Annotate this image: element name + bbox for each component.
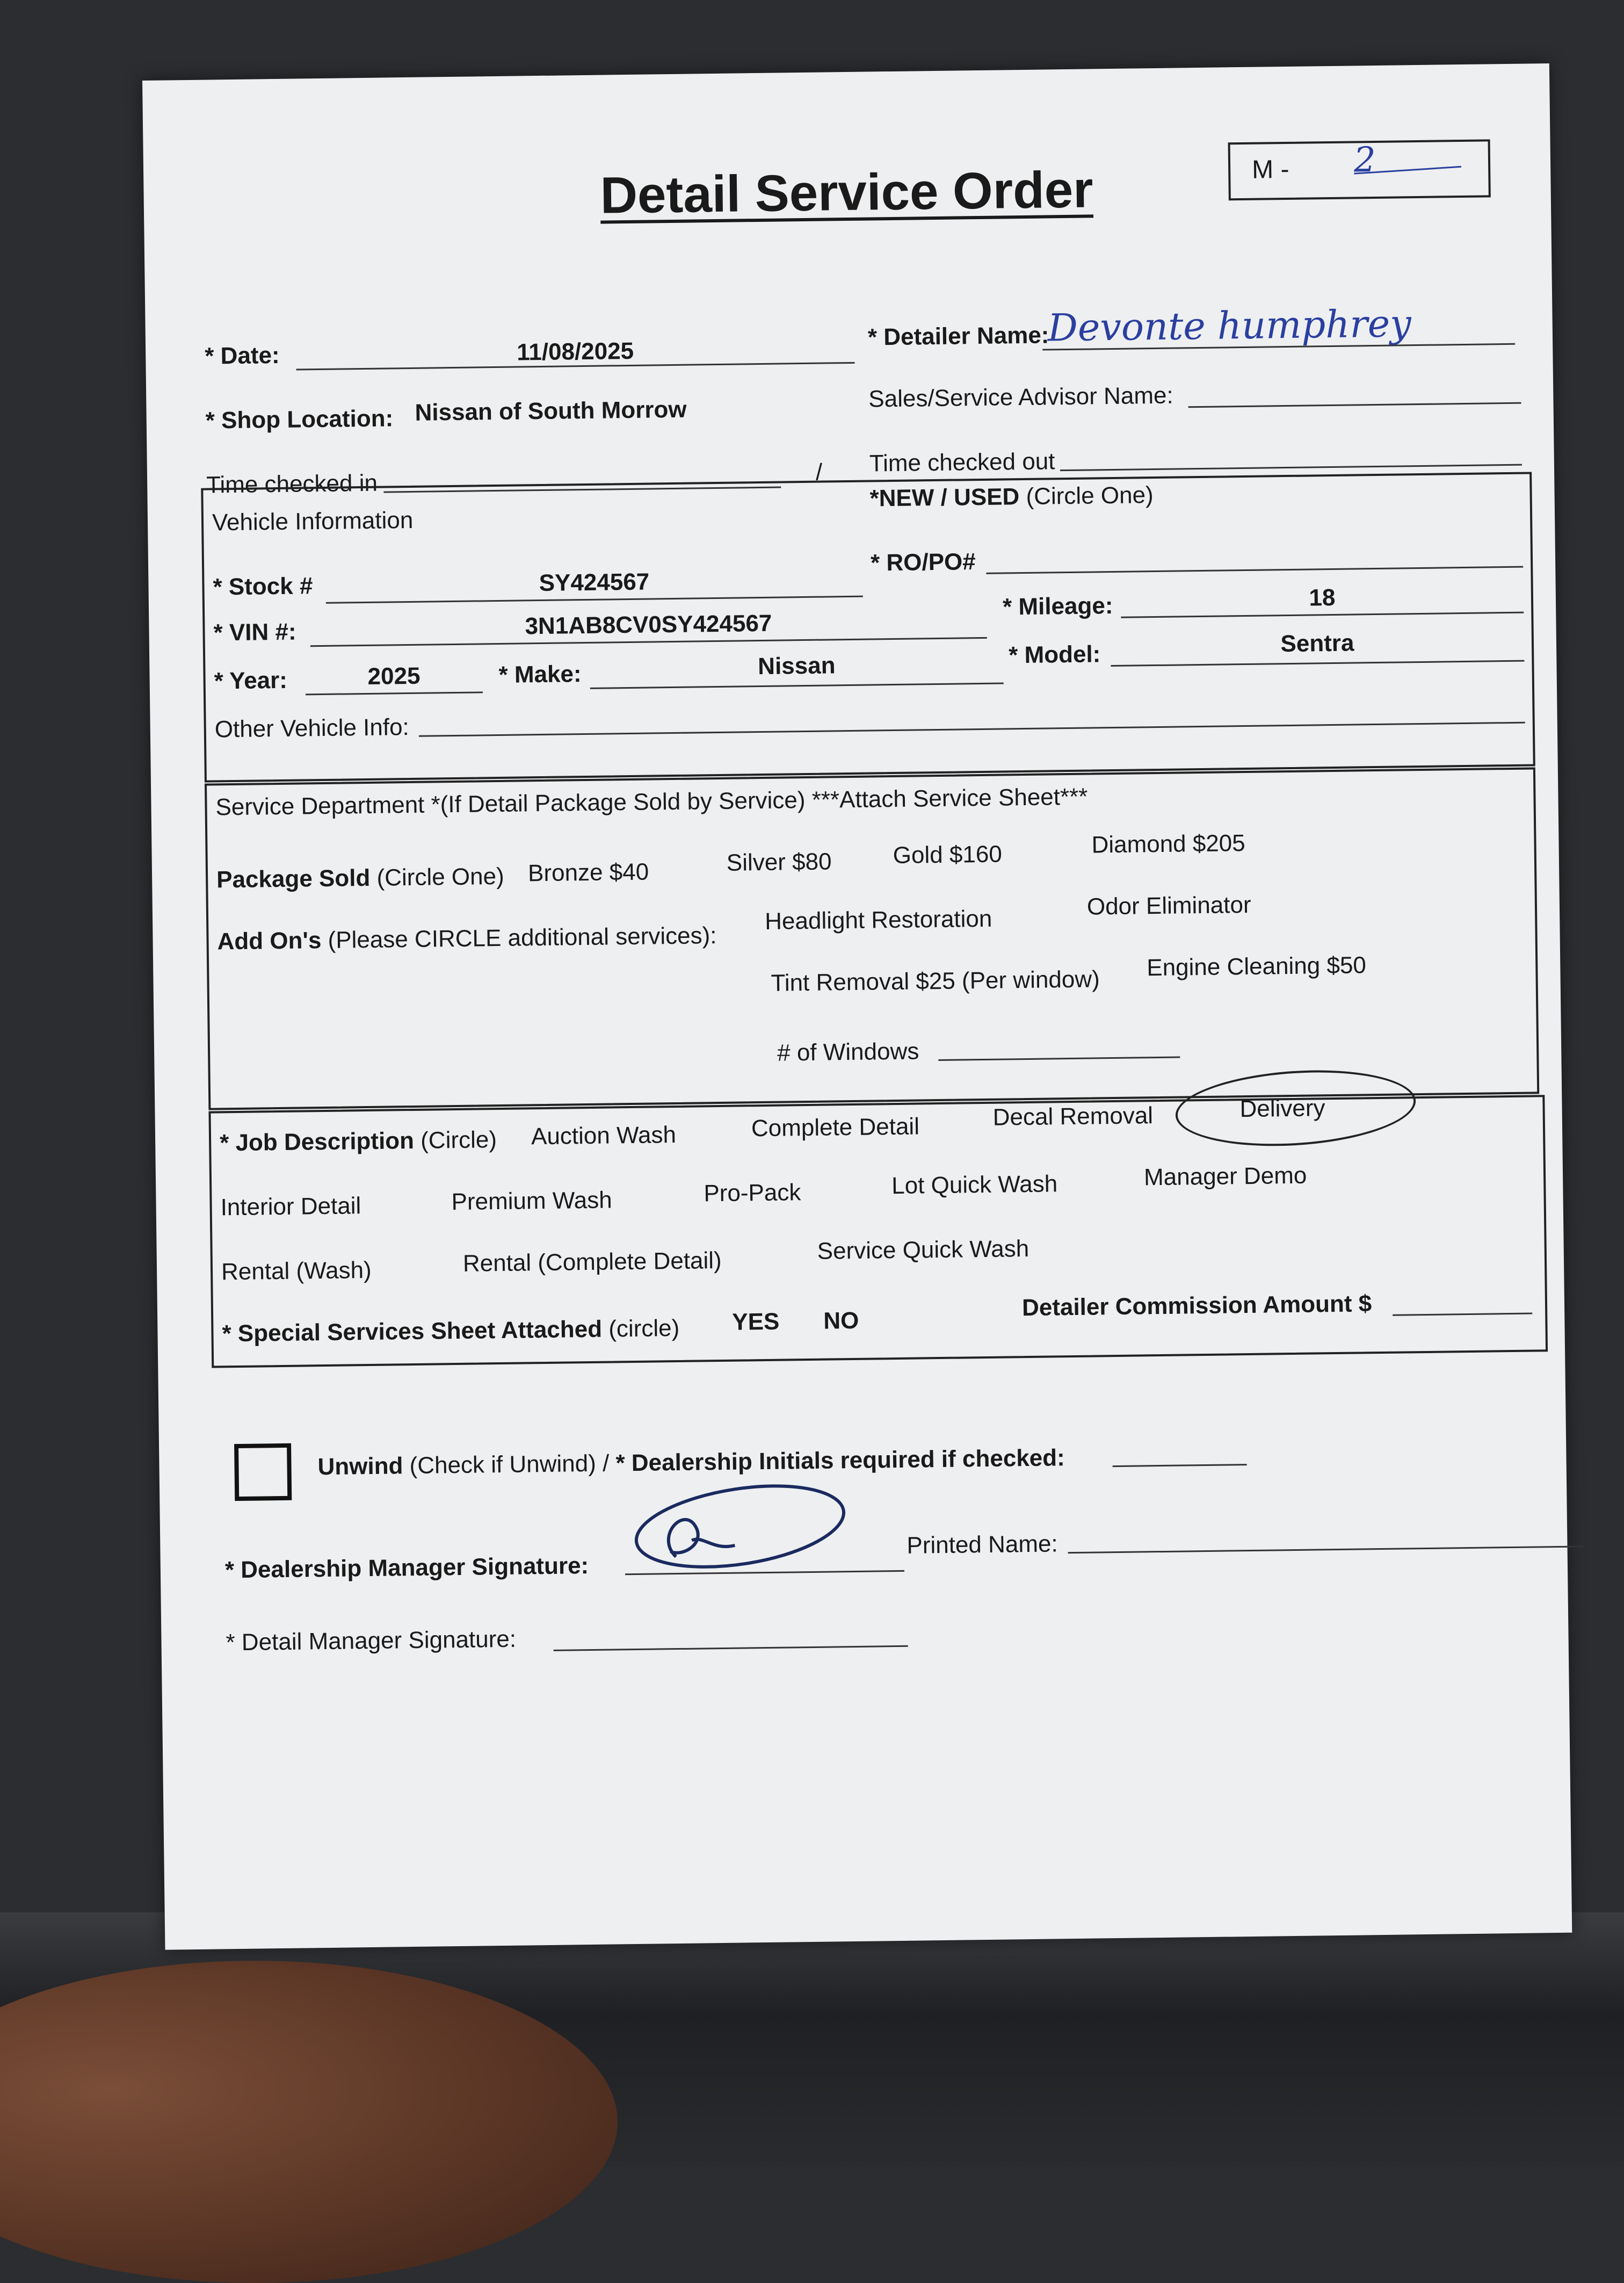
mileage-label: * Mileage: <box>1002 592 1113 620</box>
job-label-group <box>220 1126 497 1157</box>
time-in-label: Time checked in <box>206 469 378 498</box>
unwind-label: Unwind <box>317 1453 403 1480</box>
time-slash: / <box>815 459 823 486</box>
windows-label: # of Windows <box>777 1038 919 1066</box>
printed-name-line[interactable] <box>1068 1545 1584 1554</box>
detail-mgr-label: * Detail Manager Signature: <box>226 1625 517 1656</box>
mgr-signature-mark <box>621 1469 854 1590</box>
stock-label: * Stock # <box>213 573 313 601</box>
package-hint: (Circle One) <box>376 863 504 891</box>
model-value[interactable]: Sentra <box>1280 630 1354 658</box>
mgr-sig-label: * Dealership Manager Signature: <box>224 1552 589 1584</box>
job-delivery[interactable]: Delivery <box>1239 1095 1325 1123</box>
advisor-line[interactable] <box>1188 402 1521 408</box>
job-lot-quick-wash[interactable]: Lot Quick Wash <box>891 1171 1058 1200</box>
job-rental-wash[interactable]: Rental (Wash) <box>221 1256 372 1285</box>
job-premium-wash[interactable]: Premium Wash <box>451 1187 612 1216</box>
special-hint: (circle) <box>608 1314 680 1342</box>
package-label: Package Sold <box>216 864 371 893</box>
unwind-checkbox[interactable] <box>234 1443 292 1501</box>
package-gold[interactable]: Gold $160 <box>893 841 1003 869</box>
job-service-quick-wash[interactable]: Service Quick Wash <box>817 1235 1030 1265</box>
form-title: Detail Service Order <box>600 161 1094 225</box>
vin-value[interactable]: 3N1AB8CV0SY424567 <box>525 610 772 640</box>
job-hint: (Circle) <box>420 1126 497 1154</box>
job-pro-pack[interactable]: Pro-Pack <box>704 1179 801 1207</box>
commission-label: Detailer Commission Amount $ <box>1021 1290 1372 1321</box>
job-interior-detail[interactable]: Interior Detail <box>220 1193 361 1221</box>
package-bronze[interactable]: Bronze $40 <box>527 858 649 887</box>
year-value[interactable]: 2025 <box>367 662 421 690</box>
new-used-hint: (Circle One) <box>1026 482 1154 510</box>
package-label-group <box>216 863 504 894</box>
m-label: M - <box>1251 155 1289 184</box>
unwind-hint: (Check if Unwind) / <box>409 1450 610 1479</box>
date-label: * Date: <box>204 342 280 370</box>
special-label: * Special Services Sheet Attached <box>222 1316 603 1347</box>
time-out-label: Time checked out <box>869 448 1055 477</box>
job-auction-wash[interactable]: Auction Wash <box>531 1122 677 1150</box>
special-yes[interactable]: YES <box>732 1308 780 1335</box>
make-value[interactable]: Nissan <box>757 652 836 680</box>
detail-mgr-line[interactable] <box>554 1645 908 1651</box>
initials-label: * Dealership Initials required if checked: <box>615 1444 1065 1477</box>
service-dept-header: Service Department *(If Detail Package Sold by Service) ***Attach Service Sheet*** <box>215 783 1088 821</box>
vehicle-info-label: Vehicle Information <box>212 507 414 536</box>
job-label: * Job Description <box>219 1127 415 1157</box>
printed-name-label: Printed Name: <box>907 1530 1058 1559</box>
detailer-label: * Detailer Name: <box>867 322 1049 351</box>
addons-hint: (Please CIRCLE additional services): <box>328 922 717 953</box>
date-value[interactable]: 11/08/2025 <box>517 337 634 366</box>
m-number-box <box>1228 139 1491 200</box>
service-order-paper <box>142 63 1572 1950</box>
make-label: * Make: <box>498 661 582 688</box>
initials-line[interactable] <box>1113 1464 1247 1467</box>
new-used-field[interactable] <box>869 482 1154 512</box>
year-label: * Year: <box>214 667 288 695</box>
package-silver[interactable]: Silver $80 <box>726 848 832 876</box>
advisor-label: Sales/Service Advisor Name: <box>868 382 1173 413</box>
addon-engine[interactable]: Engine Cleaning $50 <box>1147 952 1367 981</box>
m-value: 2 <box>1353 140 1376 180</box>
shop-value[interactable]: Nissan of South Morrow <box>415 396 687 426</box>
job-manager-demo[interactable]: Manager Demo <box>1143 1162 1307 1191</box>
special-no[interactable]: NO <box>823 1307 859 1334</box>
job-complete-detail[interactable]: Complete Detail <box>751 1113 920 1142</box>
job-decal-removal[interactable]: Decal Removal <box>992 1102 1154 1131</box>
addon-odor[interactable]: Odor Eliminator <box>1086 891 1251 920</box>
vin-label: * VIN #: <box>213 618 296 646</box>
job-rental-complete[interactable]: Rental (Complete Detail) <box>462 1247 722 1277</box>
detailer-value[interactable]: Devonte humphrey <box>1047 301 1412 350</box>
special-label-group <box>222 1315 679 1347</box>
new-used-label: *NEW / USED <box>869 483 1020 512</box>
time-out-line[interactable] <box>1060 464 1522 472</box>
model-label: * Model: <box>1008 641 1101 669</box>
mileage-value[interactable]: 18 <box>1309 584 1336 611</box>
package-diamond[interactable]: Diamond $205 <box>1091 830 1245 858</box>
ro-label: * RO/PO# <box>870 548 976 576</box>
addons-label: Add On's <box>217 927 322 955</box>
shop-label: * Shop Location: <box>205 405 394 434</box>
other-info-label: Other Vehicle Info: <box>214 714 410 743</box>
addon-headlight[interactable]: Headlight Restoration <box>764 905 992 935</box>
stock-value[interactable]: SY424567 <box>539 568 650 597</box>
addon-tint[interactable]: Tint Removal $25 (Per window) <box>771 966 1100 996</box>
